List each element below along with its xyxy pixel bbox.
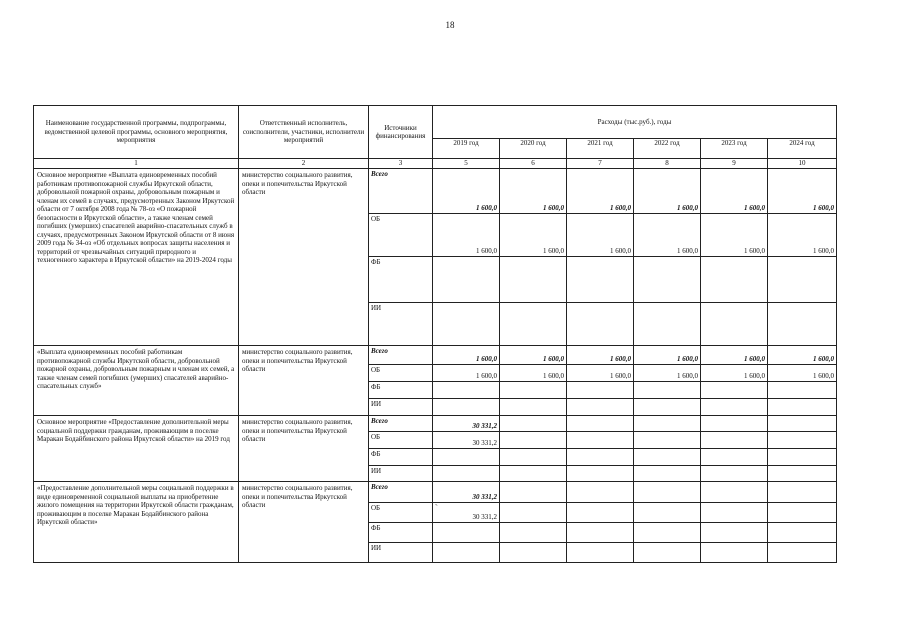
- expense-value: [768, 523, 837, 543]
- expense-value: [768, 543, 837, 563]
- expense-value: [433, 466, 500, 482]
- expense-value: 1 600,0: [634, 346, 701, 365]
- funding-source: ОБ: [369, 365, 433, 382]
- expense-value: 1 600,0: [500, 346, 567, 365]
- expense-value: [634, 466, 701, 482]
- expense-value: [500, 503, 567, 523]
- header-year: 2019 год: [433, 139, 500, 159]
- expense-value: 1 600,0: [567, 346, 634, 365]
- responsible-executor: министерство социального развития, опеки и попечительства Иркутской области: [239, 482, 369, 563]
- column-number: 7: [567, 159, 634, 169]
- column-number: 2: [239, 159, 369, 169]
- table-row: [34, 416, 837, 432]
- expense-value: [433, 523, 500, 543]
- expense-value: [634, 482, 701, 503]
- expense-value: [567, 466, 634, 482]
- expense-value: [567, 257, 634, 303]
- table-row: [34, 169, 837, 214]
- expense-value: [567, 523, 634, 543]
- expense-value: 1 600,0: [567, 169, 634, 214]
- expense-value: 1 600,0: [500, 214, 567, 257]
- column-number: 3: [369, 159, 433, 169]
- expense-value: [701, 399, 768, 416]
- expense-value: [567, 416, 634, 432]
- expense-value: [567, 399, 634, 416]
- column-number: 10: [768, 159, 837, 169]
- expense-value: 1 600,0: [567, 214, 634, 257]
- funding-source: ИИ: [369, 466, 433, 482]
- expense-value: 1 600,0: [768, 169, 837, 214]
- expense-value: [433, 303, 500, 346]
- expense-value: [701, 432, 768, 449]
- expense-value: [500, 466, 567, 482]
- responsible-executor: министерство социального развития, опеки и попечительства Иркутской области: [239, 346, 369, 416]
- expense-value: [768, 257, 837, 303]
- expense-value: 1 600,0: [500, 169, 567, 214]
- expense-value: [500, 432, 567, 449]
- funding-source: ИИ: [369, 303, 433, 346]
- expense-value: [701, 303, 768, 346]
- expense-value: [634, 257, 701, 303]
- expense-value: [433, 382, 500, 399]
- funding-source: Всего: [369, 416, 433, 432]
- funding-source: ФБ: [369, 257, 433, 303]
- expense-value: [634, 543, 701, 563]
- header-year: 2021 год: [567, 139, 634, 159]
- funding-source: ФБ: [369, 382, 433, 399]
- expense-value: [634, 449, 701, 466]
- page-number: 18: [445, 20, 455, 30]
- responsible-executor: министерство социального развития, опеки и попечительства Иркутской области: [239, 416, 369, 482]
- expense-value: [701, 382, 768, 399]
- expense-value: 30 331,2: [433, 416, 500, 432]
- expense-value: 1 600,0: [433, 365, 500, 382]
- expense-value: [433, 257, 500, 303]
- expense-value: [768, 399, 837, 416]
- expense-value: [433, 543, 500, 563]
- expense-value: [634, 416, 701, 432]
- activity-description: «Предоставление дополнительной меры социальной поддержки в виде единовременной социальной выплаты на приобретение жилого помещения на территории Иркутской области гражданам, проживающим в поселке Маракан Бодайбинского района Иркутской области»: [34, 482, 239, 563]
- expense-value: 1 600,0: [701, 214, 768, 257]
- expense-value: [634, 432, 701, 449]
- expense-value: 1 600,0: [433, 214, 500, 257]
- expense-value: [500, 523, 567, 543]
- expense-value: 1 600,0: [768, 346, 837, 365]
- table-row: [34, 482, 837, 503]
- funding-source: ОБ: [369, 432, 433, 449]
- funding-source: Всего: [369, 482, 433, 503]
- header-program: Наименование государственной программы, подпрограммы, ведомственной целевой программы, основного мероприятия, мероприятия: [34, 106, 239, 159]
- expense-value: [500, 482, 567, 503]
- header-sources: Источники финансирования: [369, 106, 433, 159]
- funding-source: ИИ: [369, 543, 433, 563]
- funding-source: ИИ: [369, 399, 433, 416]
- header-year: 2020 год: [500, 139, 567, 159]
- expense-value: [567, 449, 634, 466]
- table-row: [34, 346, 837, 365]
- expense-value: 1 600,0: [701, 346, 768, 365]
- expense-value: [634, 382, 701, 399]
- responsible-executor: министерство социального развития, опеки и попечительства Иркутской области: [239, 169, 369, 346]
- expense-value: [500, 449, 567, 466]
- activity-description: Основное мероприятие «Выплата единовременных пособий работникам противопожарной службы Иркутской области, добровольной пожарной охраны, добровольным пожарным и членам их семей в случаях, предусмотренных Законом Иркутской области от 7 октября 2008 года № 78-оз «О пожарной безопасности в Иркутской области», а также членам семей погибших (умерших) спасателей аварийно-спасательных служб в случаях, предусмотренных Законом Иркутской области от 8 июня 2009 года № 34-оз «Об отдельных вопросах защиты населения и территорий от чрезвычайных ситуаций природного и техногенного характера в Иркутской области» на 2019-2024 годы: [34, 169, 239, 346]
- expense-value: [634, 523, 701, 543]
- expense-value: [768, 449, 837, 466]
- column-number: 1: [34, 159, 239, 169]
- expense-value: 30 331,2: [433, 482, 500, 503]
- expense-value: [701, 416, 768, 432]
- funding-source: ФБ: [369, 523, 433, 543]
- expense-value: [567, 432, 634, 449]
- expense-value: [567, 303, 634, 346]
- expense-value: [500, 399, 567, 416]
- expense-value: [567, 382, 634, 399]
- column-number: 8: [634, 159, 701, 169]
- expense-value: [701, 523, 768, 543]
- pen-mark: ˋ: [434, 502, 442, 515]
- expense-value: [768, 482, 837, 503]
- header-year: 2023 год: [701, 139, 768, 159]
- column-number: 9: [701, 159, 768, 169]
- expense-value: [701, 449, 768, 466]
- expense-value: [701, 466, 768, 482]
- header-expenses: Расходы (тыс.руб.), годы: [433, 106, 837, 139]
- expense-value: 1 600,0: [567, 365, 634, 382]
- expense-value: [567, 503, 634, 523]
- expense-value: 1 600,0: [768, 365, 837, 382]
- expense-value: 1 600,0: [701, 365, 768, 382]
- expense-value: [567, 482, 634, 503]
- expense-value: 1 600,0: [634, 169, 701, 214]
- expense-value: [500, 382, 567, 399]
- funding-source: ОБ: [369, 214, 433, 257]
- expense-value: [634, 399, 701, 416]
- expense-value: [433, 399, 500, 416]
- expense-value: [768, 416, 837, 432]
- funding-source: Всего: [369, 169, 433, 214]
- activity-description: Основное мероприятие «Предоставление дополнительной меры социальной поддержки гражданам, проживающим в поселке Маракан Бодайбинского района Иркутской области» на 2019 год: [34, 416, 239, 482]
- expense-value: [500, 257, 567, 303]
- expense-value: [768, 432, 837, 449]
- expense-value: [634, 303, 701, 346]
- expense-value: 30 331,2: [433, 503, 500, 523]
- expense-value: [768, 466, 837, 482]
- expense-value: 1 600,0: [768, 214, 837, 257]
- expense-value: 1 600,0: [433, 169, 500, 214]
- column-number: 6: [500, 159, 567, 169]
- column-number: 5: [433, 159, 500, 169]
- expense-value: 1 600,0: [701, 169, 768, 214]
- expense-value: [701, 257, 768, 303]
- expense-value: 30 331,2: [433, 432, 500, 449]
- expense-value: [500, 416, 567, 432]
- expense-value: [701, 482, 768, 503]
- funding-source: ОБ: [369, 503, 433, 523]
- activity-description: «Выплата единовременных пособий работникам противопожарной службы Иркутской области, добровольной пожарной охраны, добровольным пожарным и членам их семей, а также членам семей погибших (умерших) спасателей аварийно-спасательных служб»: [34, 346, 239, 416]
- expense-value: [768, 382, 837, 399]
- expense-value: 1 600,0: [634, 214, 701, 257]
- expense-value: [701, 543, 768, 563]
- expense-value: 1 600,0: [500, 365, 567, 382]
- expense-value: [768, 303, 837, 346]
- funding-source: ФБ: [369, 449, 433, 466]
- expense-value: 1 600,0: [433, 346, 500, 365]
- expense-value: [567, 543, 634, 563]
- budget-table: [33, 105, 837, 563]
- expense-value: [701, 503, 768, 523]
- expense-value: [500, 543, 567, 563]
- expense-value: [634, 503, 701, 523]
- header-executor: Ответственный исполнитель, соисполнители, участники, исполнители мероприятий: [239, 106, 369, 159]
- header-year: 2024 год: [768, 139, 837, 159]
- header-year: 2022 год: [634, 139, 701, 159]
- expense-value: [433, 449, 500, 466]
- funding-source: Всего: [369, 346, 433, 365]
- expense-value: [768, 503, 837, 523]
- expense-value: 1 600,0: [634, 365, 701, 382]
- expense-value: [500, 303, 567, 346]
